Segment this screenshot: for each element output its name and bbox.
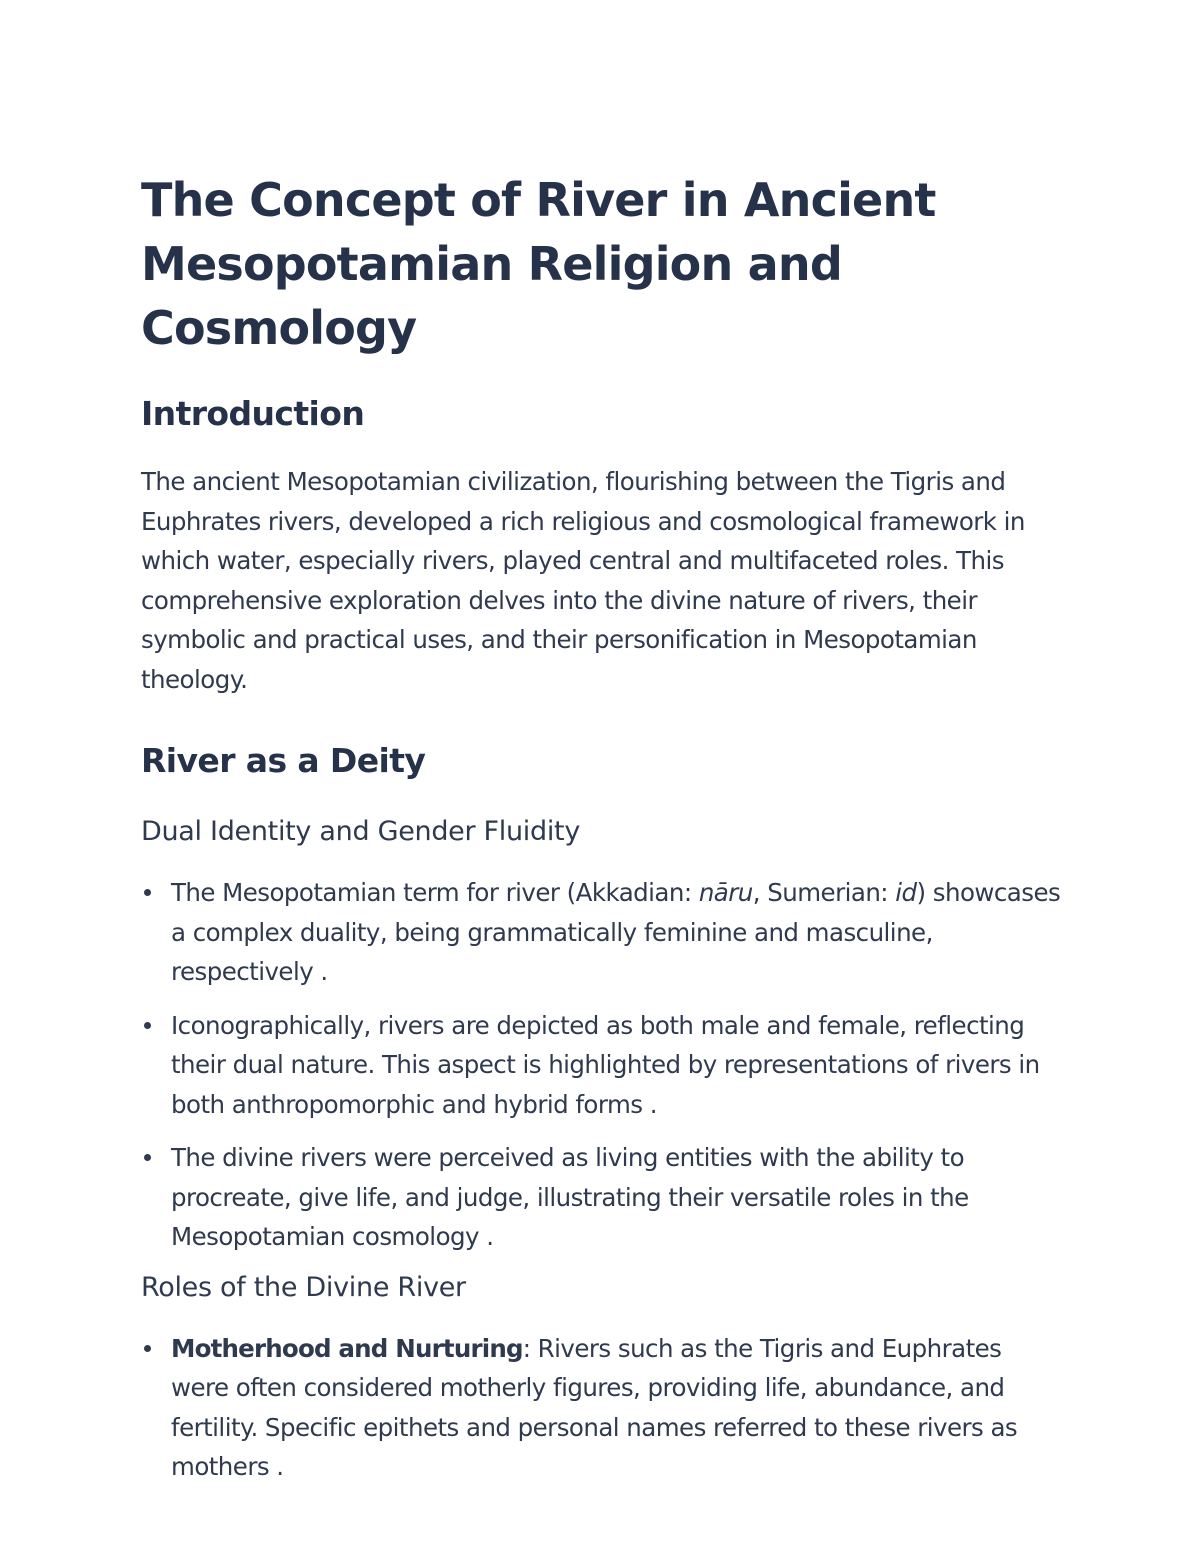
list-item-text: ) showcases a complex duality, being grammatically feminine and masculine, respectively . <box>171 878 1061 986</box>
sumerian-term: id <box>895 878 917 907</box>
roles-list <box>141 1329 1061 1487</box>
document-title <box>141 168 1061 360</box>
introduction-paragraph: The ancient Mesopotamian civilization, flourishing between the Tigris and Euphrates rivers, developed a rich religious and cosmological framework in which water, especially rivers, played central and multifaceted roles. This comprehensive exploration delves into the divine nature of rivers, their symbolic and practical uses, and their personification in Mesopotamian theology. <box>141 467 1025 694</box>
roles-heading: Roles of the Divine River <box>141 1271 466 1303</box>
list-item-text: The Mesopotamian term for river (Akkadian: <box>171 878 699 907</box>
list-item <box>141 1329 1061 1487</box>
document-title-line-2: Mesopotamian Religion and Cosmology <box>141 237 842 355</box>
document-title-line-1: The Concept of River in Ancient <box>141 173 936 227</box>
akkadian-term: nāru <box>698 878 753 907</box>
list-item-text: : Rivers such as the Tigris and Euphrates were often considered motherly figures, providing life, abundance, and fertility. Specific epithets and personal names referred to these rivers as mothers . <box>171 1333 1018 1481</box>
list-item-text: , Sumerian: <box>752 878 896 907</box>
list-item-label: Motherhood and Nurturing <box>171 1333 523 1363</box>
river-as-deity-heading: River as a Deity <box>141 741 426 780</box>
dual-identity-heading: Dual Identity and Gender Fluidity <box>141 816 581 847</box>
list-item: Iconographically, rivers are depicted as both male and female, reflecting their dual nature. This aspect is highlighted by representations of rivers in both anthropomorphic and hybrid forms . <box>141 1006 1061 1125</box>
list-item <box>141 873 1061 992</box>
list-item: The divine rivers were perceived as living entities with the ability to procreate, give life, and judge, illustrating their versatile roles in the Mesopotamian cosmology . <box>141 1138 1061 1257</box>
document-page <box>141 168 1061 1487</box>
introduction-heading: Introduction <box>141 394 365 433</box>
dual-identity-list <box>141 873 1061 1257</box>
